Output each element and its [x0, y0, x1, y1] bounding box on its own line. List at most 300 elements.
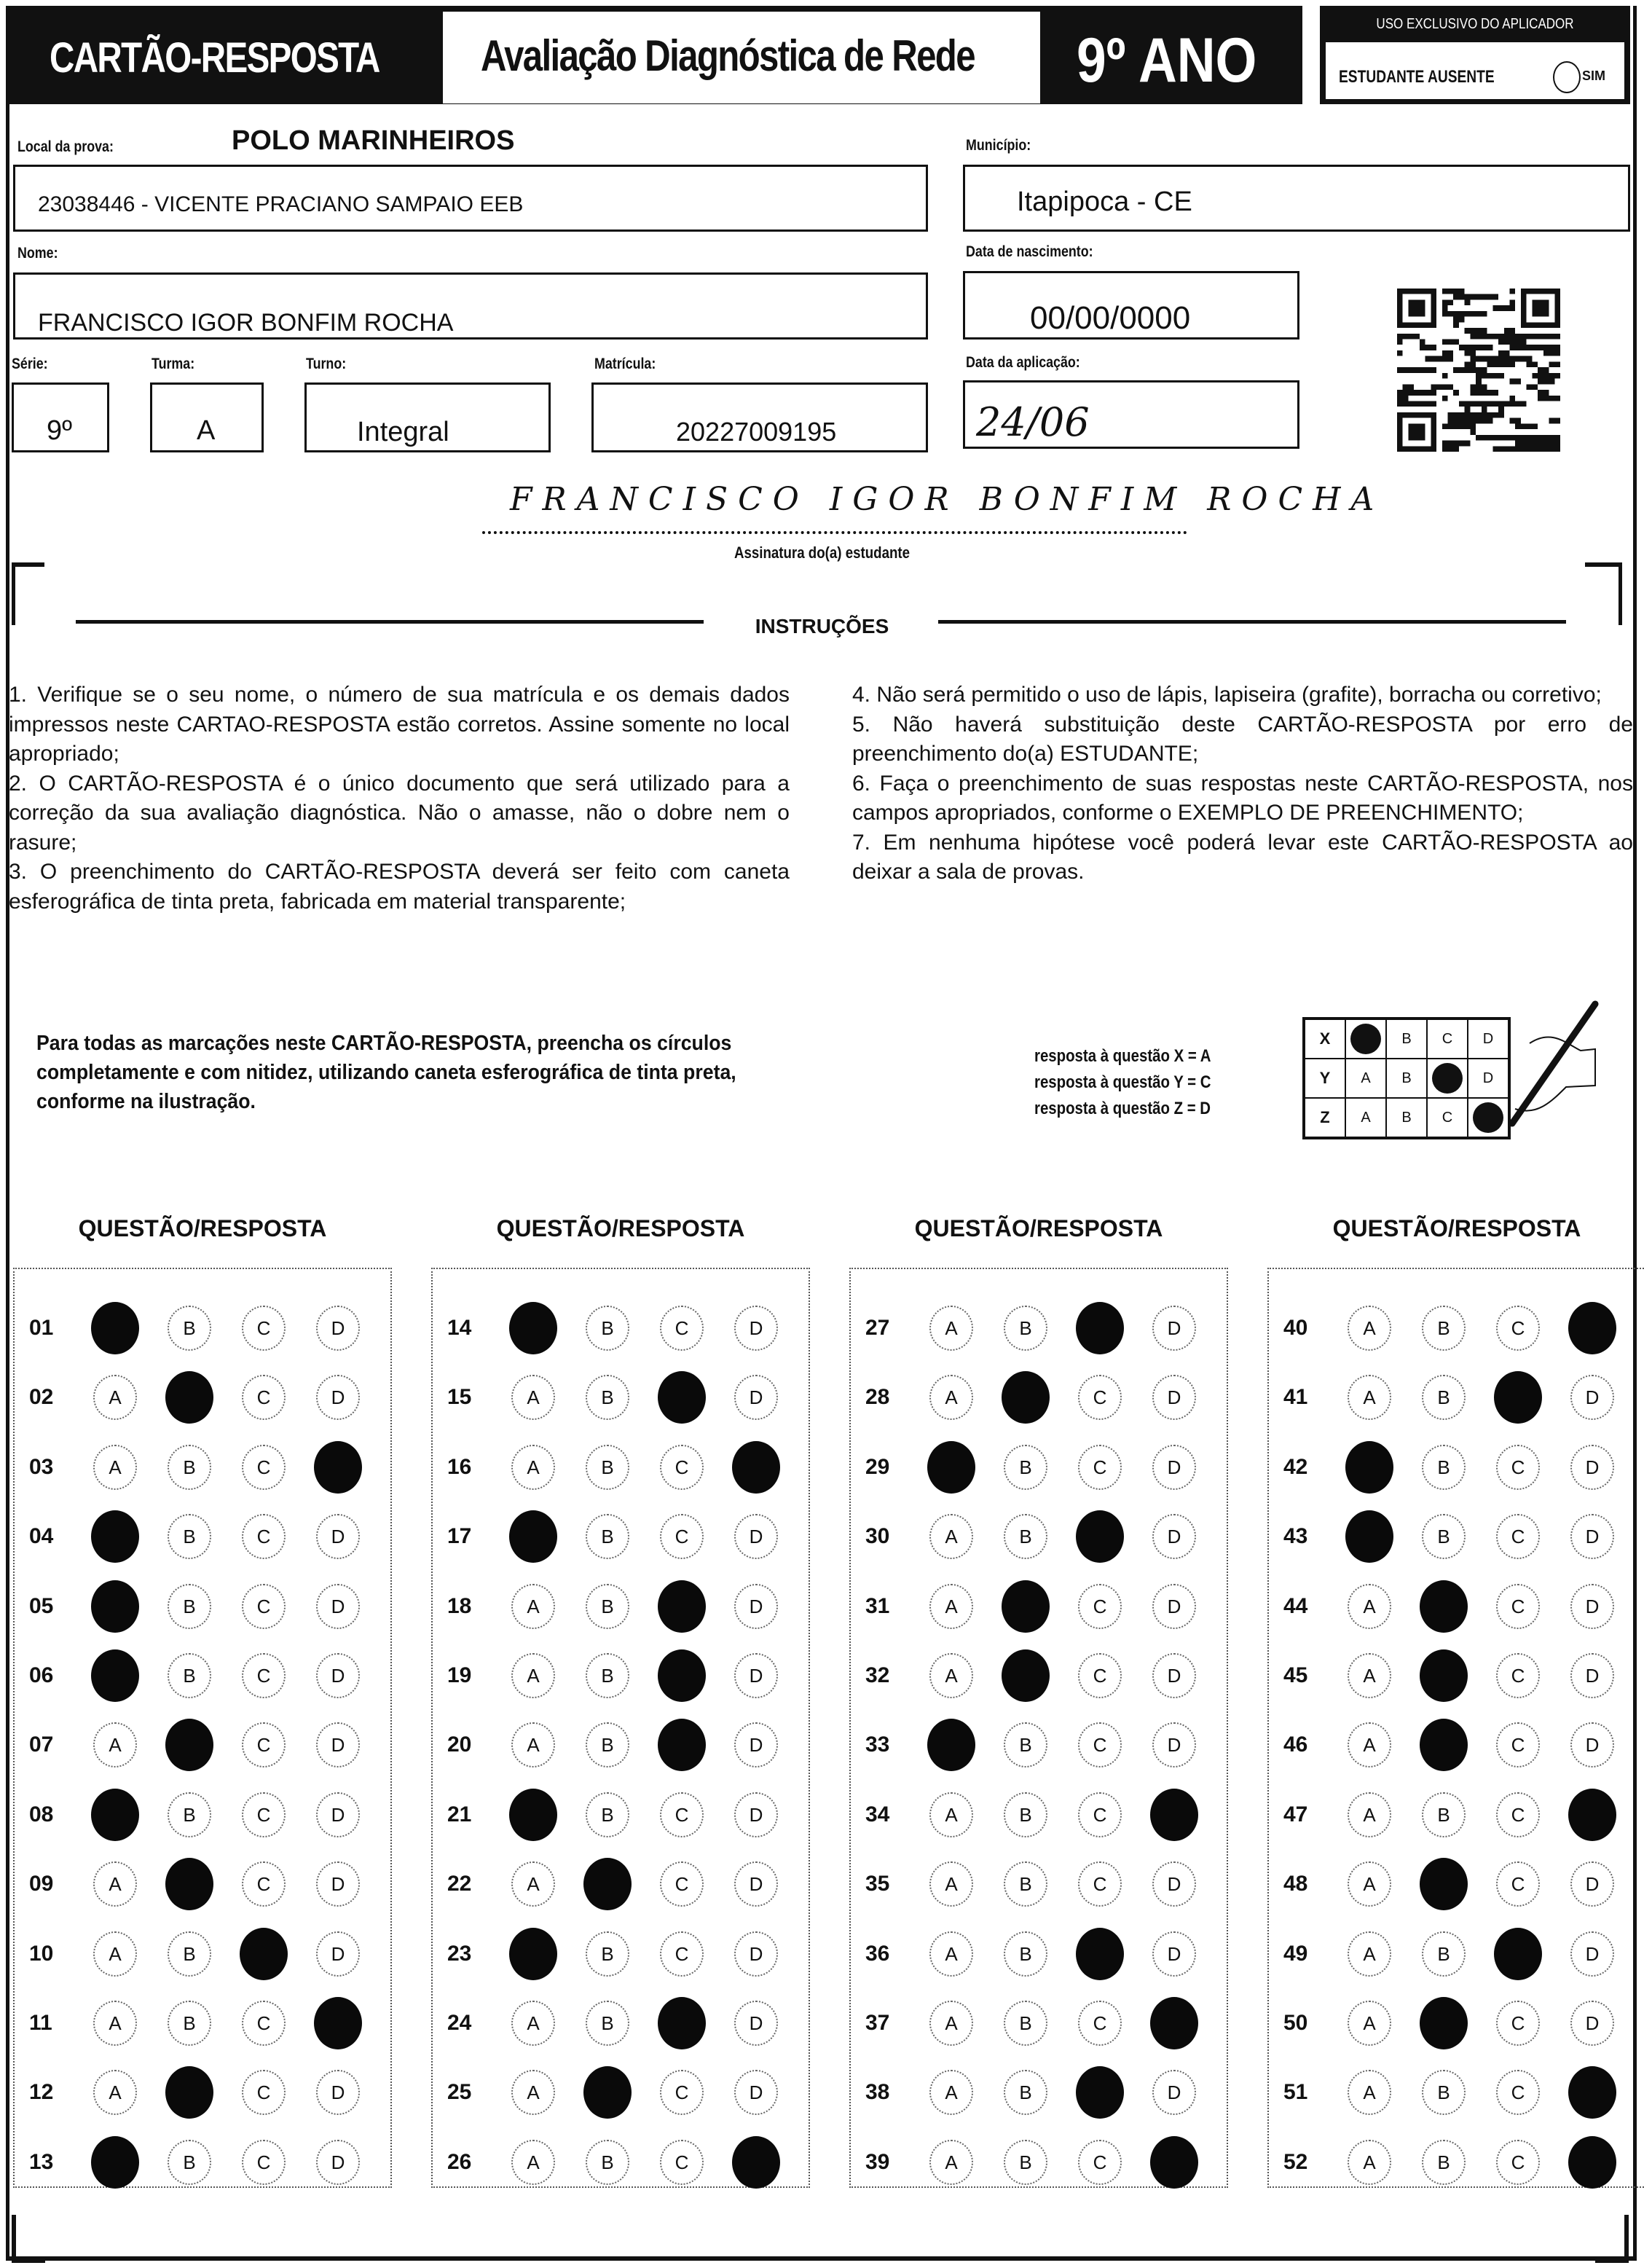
question-number: 30: [865, 1524, 890, 1549]
question-number: 48: [1283, 1872, 1308, 1896]
answer-bubble[interactable]: C: [242, 1792, 286, 1837]
answer-bubble[interactable]: A: [1348, 1653, 1391, 1698]
serie-value: 9º: [47, 415, 73, 446]
answer-bubble-filled[interactable]: [1568, 2066, 1616, 2119]
answer-bubble[interactable]: A: [93, 1722, 137, 1767]
answer-bubble[interactable]: A: [929, 2140, 973, 2185]
answer-bubble-filled[interactable]: [509, 1789, 557, 1841]
question-row: [1269, 2070, 1644, 2114]
answer-bubble[interactable]: D: [1570, 1445, 1614, 1490]
answer-bubble[interactable]: A: [929, 1653, 973, 1698]
answer-bubble[interactable]: B: [1422, 1445, 1466, 1490]
answer-bubble[interactable]: B: [1422, 2070, 1466, 2115]
answer-bubble[interactable]: B: [168, 1931, 211, 1977]
answer-bubble[interactable]: C: [1078, 1584, 1122, 1629]
answer-bubble[interactable]: C: [660, 1792, 704, 1837]
answer-bubble[interactable]: C: [242, 2070, 286, 2115]
answer-bubble[interactable]: A: [929, 1931, 973, 1977]
answer-bubble[interactable]: A: [1348, 1722, 1391, 1767]
answer-bubble[interactable]: C: [1496, 1445, 1540, 1490]
answer-bubble[interactable]: B: [586, 1722, 629, 1767]
answer-bubble[interactable]: A: [1348, 2001, 1391, 2046]
column-header: QUESTÃO/RESPOSTA: [78, 1215, 327, 1241]
answer-bubble[interactable]: D: [734, 1514, 778, 1559]
answer-bubble[interactable]: C: [1078, 1722, 1122, 1767]
answer-bubble[interactable]: B: [1004, 1306, 1047, 1351]
answer-bubble-filled[interactable]: [1420, 1580, 1468, 1633]
turno-value: Integral: [357, 417, 449, 447]
answer-bubble-filled[interactable]: [658, 1371, 706, 1424]
answer-bubble[interactable]: D: [1570, 2001, 1614, 2046]
answer-bubble[interactable]: A: [93, 1445, 137, 1490]
question-number: 11: [29, 2011, 52, 2035]
answer-bubble[interactable]: D: [734, 2070, 778, 2115]
answer-bubble[interactable]: B: [586, 1514, 629, 1559]
answer-bubble[interactable]: A: [929, 2070, 973, 2115]
answer-bubble[interactable]: D: [1570, 1514, 1614, 1559]
answer-bubble-filled[interactable]: [91, 1302, 139, 1354]
answer-bubble-filled[interactable]: [1150, 1997, 1198, 2049]
answer-bubble[interactable]: C: [242, 1306, 286, 1351]
question-number: 10: [29, 1941, 54, 1966]
answer-bubble[interactable]: B: [586, 2001, 629, 2046]
question-row: [15, 1653, 390, 1697]
answer-bubble[interactable]: C: [242, 2140, 286, 2185]
answer-bubble[interactable]: A: [511, 1653, 555, 1698]
question-row: [433, 1861, 809, 1905]
column-header: QUESTÃO/RESPOSTA: [496, 1215, 745, 1241]
example-row: [1304, 1098, 1509, 1138]
answer-bubble[interactable]: C: [1078, 1792, 1122, 1837]
answer-bubble[interactable]: D: [1152, 1861, 1196, 1907]
answer-bubble-filled[interactable]: [165, 2066, 213, 2119]
answer-bubble-filled[interactable]: [165, 1371, 213, 1424]
answer-bubble[interactable]: A: [1348, 1584, 1391, 1629]
answer-bubble[interactable]: A: [929, 1306, 973, 1351]
answer-bubble[interactable]: C: [1496, 1306, 1540, 1351]
answer-bubble-filled[interactable]: [1076, 1510, 1124, 1563]
answer-bubble[interactable]: D: [316, 1653, 360, 1698]
answer-column: [849, 1268, 1228, 2188]
question-number: 40: [1283, 1316, 1308, 1340]
answer-bubble[interactable]: B: [168, 1445, 211, 1490]
answer-bubble[interactable]: D: [316, 1306, 360, 1351]
answer-bubble-filled[interactable]: [1345, 1510, 1393, 1563]
answer-bubble[interactable]: D: [1570, 1584, 1614, 1629]
answer-bubble-filled[interactable]: [583, 1858, 632, 1910]
example-option: B: [1386, 1098, 1427, 1138]
answer-bubble[interactable]: C: [1078, 2001, 1122, 2046]
answer-bubble[interactable]: B: [168, 1514, 211, 1559]
answer-bubble[interactable]: B: [168, 1584, 211, 1629]
answer-bubble[interactable]: C: [242, 1653, 286, 1698]
question-number: 09: [29, 1872, 54, 1896]
answer-bubble-filled[interactable]: [732, 1441, 780, 1494]
answer-bubble[interactable]: C: [1078, 2140, 1122, 2185]
answer-bubble[interactable]: D: [316, 1861, 360, 1907]
answer-bubble-filled[interactable]: [1420, 1997, 1468, 2049]
answer-bubble-filled[interactable]: [314, 1441, 362, 1494]
local-label: Local da prova:: [17, 138, 114, 155]
answer-bubble[interactable]: A: [929, 1792, 973, 1837]
answer-bubble[interactable]: A: [929, 1584, 973, 1629]
question-row: [1269, 1931, 1644, 1975]
answer-bubble[interactable]: C: [1496, 1792, 1540, 1837]
answer-bubble[interactable]: B: [586, 1306, 629, 1351]
answer-bubble-filled[interactable]: [240, 1928, 288, 1980]
answer-bubble[interactable]: C: [242, 2001, 286, 2046]
answer-bubble[interactable]: B: [1004, 1792, 1047, 1837]
question-row: [15, 1375, 390, 1419]
question-row: [1269, 2140, 1644, 2183]
answer-bubble[interactable]: C: [242, 1514, 286, 1559]
answer-bubble[interactable]: B: [1004, 1445, 1047, 1490]
answer-bubble[interactable]: A: [1348, 1792, 1391, 1837]
answer-bubble-filled[interactable]: [1002, 1580, 1050, 1633]
question-row: [15, 1514, 390, 1558]
question-number: 51: [1283, 2080, 1308, 2105]
answer-bubble[interactable]: B: [586, 1445, 629, 1490]
corner-bracket-bottom-right: [1595, 2215, 1629, 2263]
answer-bubble[interactable]: B: [168, 1792, 211, 1837]
instructions-right: [852, 680, 1633, 887]
answer-bubble[interactable]: D: [1152, 1514, 1196, 1559]
answer-bubble[interactable]: D: [1152, 1306, 1196, 1351]
answer-bubble[interactable]: C: [242, 1584, 286, 1629]
answer-bubble-filled[interactable]: [509, 1928, 557, 1980]
answer-bubble[interactable]: D: [316, 1584, 360, 1629]
answer-bubble[interactable]: D: [316, 1514, 360, 1559]
answer-bubble[interactable]: D: [316, 2140, 360, 2185]
question-number: 45: [1283, 1663, 1308, 1687]
question-row: [1269, 2001, 1644, 2044]
question-number: 34: [865, 1802, 890, 1826]
answer-bubble[interactable]: D: [734, 1792, 778, 1837]
answer-bubble[interactable]: C: [1496, 1514, 1540, 1559]
question-row: [15, 1931, 390, 1975]
answer-bubble[interactable]: A: [929, 1375, 973, 1420]
answer-bubble[interactable]: B: [586, 1792, 629, 1837]
answer-bubble[interactable]: A: [929, 1514, 973, 1559]
answer-bubble[interactable]: D: [1570, 1861, 1614, 1907]
answer-bubble[interactable]: A: [929, 2001, 973, 2046]
answer-bubble-filled[interactable]: [1568, 1789, 1616, 1841]
question-number: 49: [1283, 1941, 1308, 1966]
answer-bubble[interactable]: A: [1348, 1861, 1391, 1907]
answer-bubble[interactable]: C: [242, 1445, 286, 1490]
absent-box: [1326, 42, 1624, 99]
answer-bubble[interactable]: C: [1496, 1861, 1540, 1907]
answer-bubble-filled[interactable]: [1494, 1371, 1542, 1424]
answer-bubble[interactable]: A: [511, 2140, 555, 2185]
answer-bubble-filled[interactable]: [91, 1649, 139, 1702]
answer-bubble[interactable]: C: [660, 1931, 704, 1977]
answer-bubble-filled[interactable]: [1494, 1928, 1542, 1980]
answer-bubble[interactable]: D: [1570, 1653, 1614, 1698]
answer-bubble-filled[interactable]: [509, 1302, 557, 1354]
question-row: [15, 1306, 390, 1349]
example-line: resposta à questão X = A: [1034, 1046, 1211, 1066]
card-title: CARTÃO-RESPOSTA: [50, 34, 379, 82]
answer-bubble[interactable]: D: [734, 1653, 778, 1698]
question-number: 14: [447, 1316, 472, 1340]
question-number: 17: [447, 1524, 472, 1549]
answer-bubble-filled[interactable]: [1345, 1441, 1393, 1494]
applicator-title: USO EXCLUSIVO DO APLICADOR: [1376, 16, 1574, 32]
answer-bubble[interactable]: C: [660, 2070, 704, 2115]
question-row: [15, 1722, 390, 1766]
exam-subtitle: Avaliação Diagnóstica de Rede: [481, 31, 975, 80]
answer-bubble-filled[interactable]: [1150, 2136, 1198, 2189]
answer-bubble[interactable]: D: [1570, 1931, 1614, 1977]
question-number: 05: [29, 1593, 54, 1618]
answer-bubble[interactable]: A: [511, 1584, 555, 1629]
answer-bubble[interactable]: D: [734, 1722, 778, 1767]
answer-bubble-filled[interactable]: [1076, 1928, 1124, 1980]
answer-bubble[interactable]: A: [93, 1375, 137, 1420]
answer-bubble[interactable]: D: [316, 1931, 360, 1977]
answer-bubble-filled[interactable]: [91, 1789, 139, 1841]
instruction-item: 6. Faça o preenchimento de suas respostas neste CARTÃO-RESPOSTA, nos campos apropriados, conforme o EXEMPLO DE PREENCHIMENTO;: [852, 771, 1633, 825]
answer-bubble[interactable]: B: [1004, 1722, 1047, 1767]
answer-bubble[interactable]: A: [511, 1861, 555, 1907]
turma-value: A: [197, 415, 216, 446]
answer-bubble[interactable]: D: [316, 1722, 360, 1767]
question-number: 33: [865, 1733, 890, 1757]
answer-bubble[interactable]: C: [660, 2140, 704, 2185]
instructions-title: INSTRUÇÕES: [755, 615, 889, 637]
answer-bubble[interactable]: B: [1422, 1931, 1466, 1977]
answer-bubble[interactable]: B: [168, 2001, 211, 2046]
corner-bracket-bottom-left: [12, 2215, 45, 2263]
answer-bubble[interactable]: B: [1004, 1931, 1047, 1977]
answer-bubble[interactable]: B: [1422, 2140, 1466, 2185]
answer-bubble[interactable]: A: [93, 2070, 137, 2115]
answer-bubble-filled[interactable]: [91, 2136, 139, 2189]
answer-bubble[interactable]: D: [734, 1861, 778, 1907]
answer-bubble-filled[interactable]: [91, 1580, 139, 1633]
question-row: [851, 1375, 1227, 1419]
answer-bubble-filled[interactable]: [1002, 1649, 1050, 1702]
example-option: A: [1345, 1098, 1386, 1138]
answer-bubble-filled[interactable]: [1420, 1719, 1468, 1771]
question-row: [851, 1931, 1227, 1975]
answer-bubble-filled[interactable]: [1420, 1649, 1468, 1702]
question-number: 43: [1283, 1524, 1308, 1549]
answer-bubble-filled[interactable]: [583, 2066, 632, 2119]
answer-bubble[interactable]: C: [1496, 2070, 1540, 2115]
turno-label: Turno:: [306, 356, 347, 372]
answer-bubble[interactable]: B: [1004, 2001, 1047, 2046]
municipio-label: Município:: [966, 137, 1031, 154]
answer-bubble[interactable]: A: [1348, 2070, 1391, 2115]
answer-bubble-filled[interactable]: [509, 1510, 557, 1563]
answer-bubble[interactable]: C: [1078, 1653, 1122, 1698]
question-row: [433, 1445, 809, 1488]
answer-bubble[interactable]: D: [1152, 1445, 1196, 1490]
question-number: 18: [447, 1593, 472, 1618]
answer-bubble[interactable]: D: [1570, 1375, 1614, 1420]
question-row: [433, 1514, 809, 1558]
instruction-item: 3. O preenchimento do CARTÃO-RESPOSTA deverá ser feito com caneta esferográfica de tinta preta, fabricada em material transparente;: [9, 860, 790, 914]
answer-bubble[interactable]: C: [660, 1445, 704, 1490]
answer-bubble[interactable]: B: [586, 1653, 629, 1698]
answer-bubble[interactable]: B: [586, 1931, 629, 1977]
answer-bubble[interactable]: A: [511, 1722, 555, 1767]
answer-bubble[interactable]: D: [1570, 1722, 1614, 1767]
answer-bubble-filled[interactable]: [658, 1997, 706, 2049]
instruction-item: 7. Em nenhuma hipótese você poderá levar este CARTÃO-RESPOSTA ao deixar a sala de provas.: [852, 830, 1633, 884]
question-number: 02: [29, 1385, 54, 1410]
answer-bubble[interactable]: D: [1152, 1584, 1196, 1629]
answer-bubble[interactable]: A: [93, 2001, 137, 2046]
filled-bubble: [1432, 1063, 1463, 1094]
answer-bubble[interactable]: B: [1004, 2070, 1047, 2115]
answer-bubble[interactable]: A: [511, 1375, 555, 1420]
answer-bubble-filled[interactable]: [732, 2136, 780, 2189]
answer-bubble[interactable]: C: [1078, 1445, 1122, 1490]
question-row: [15, 1584, 390, 1628]
answer-bubble[interactable]: C: [242, 1375, 286, 1420]
example-legend: [1034, 1043, 1211, 1122]
question-number: 15: [447, 1385, 472, 1410]
question-number: 13: [29, 2149, 54, 2174]
instructions-left: [9, 680, 790, 917]
absent-option-label: SIM: [1582, 68, 1606, 83]
question-row: [15, 1445, 390, 1488]
aplicacao-value: 24/06: [976, 399, 1090, 445]
qr-code-icon: [1397, 256, 1560, 484]
answer-bubble[interactable]: B: [168, 2140, 211, 2185]
question-row: [1269, 1722, 1644, 1766]
answer-bubble-filled[interactable]: [314, 1997, 362, 2049]
answer-bubble-filled[interactable]: [658, 1580, 706, 1633]
answer-bubble-filled[interactable]: [658, 1719, 706, 1771]
answer-bubble[interactable]: B: [1004, 1861, 1047, 1907]
answer-bubble-filled[interactable]: [927, 1719, 975, 1771]
answer-bubble[interactable]: D: [734, 1931, 778, 1977]
answer-bubble[interactable]: B: [586, 2140, 629, 2185]
answer-bubble[interactable]: D: [1152, 1653, 1196, 1698]
answer-bubble[interactable]: B: [168, 1306, 211, 1351]
answer-bubble[interactable]: D: [1152, 1375, 1196, 1420]
answer-bubble[interactable]: C: [242, 1722, 286, 1767]
answer-bubble[interactable]: B: [1422, 1306, 1466, 1351]
answer-bubble-filled[interactable]: [927, 1441, 975, 1494]
answer-bubble-filled[interactable]: [1150, 1789, 1198, 1841]
signature-line[interactable]: [482, 531, 1187, 534]
answer-bubble[interactable]: C: [1496, 1653, 1540, 1698]
question-number: 19: [447, 1663, 472, 1687]
question-number: 16: [447, 1454, 472, 1479]
answer-bubble[interactable]: C: [660, 1861, 704, 1907]
question-number: 28: [865, 1385, 890, 1410]
answer-bubble[interactable]: C: [1496, 2001, 1540, 2046]
turma-label: Turma:: [152, 356, 195, 372]
answer-bubble[interactable]: D: [1152, 2070, 1196, 2115]
answer-bubble[interactable]: A: [511, 2001, 555, 2046]
answer-bubble[interactable]: A: [1348, 2140, 1391, 2185]
answer-bubble[interactable]: A: [511, 1445, 555, 1490]
question-row: [433, 1931, 809, 1975]
answer-bubble[interactable]: D: [734, 1584, 778, 1629]
answer-bubble[interactable]: B: [1422, 1514, 1466, 1559]
grade-label: 9º ANO: [1077, 25, 1257, 95]
answer-bubble[interactable]: B: [1422, 1792, 1466, 1837]
answer-bubble[interactable]: D: [1152, 1722, 1196, 1767]
question-number: 38: [865, 2080, 890, 2105]
answer-bubble-filled[interactable]: [1002, 1371, 1050, 1424]
answer-bubble[interactable]: B: [168, 1653, 211, 1698]
answer-bubble[interactable]: A: [929, 1861, 973, 1907]
answer-bubble[interactable]: B: [1004, 2140, 1047, 2185]
question-row: [1269, 1792, 1644, 1836]
answer-bubble[interactable]: C: [660, 1514, 704, 1559]
applicator-panel: [1320, 6, 1630, 104]
question-number: 27: [865, 1316, 890, 1340]
header-bar: [6, 6, 1302, 104]
answer-column: [13, 1268, 392, 2188]
question-row: [1269, 1653, 1644, 1697]
question-row: [1269, 1514, 1644, 1558]
answer-bubble-filled[interactable]: [1568, 1302, 1616, 1354]
answer-bubble[interactable]: C: [1496, 1584, 1540, 1629]
question-row: [433, 1584, 809, 1628]
answer-bubble[interactable]: B: [1004, 1514, 1047, 1559]
answer-bubble[interactable]: D: [316, 1375, 360, 1420]
answer-bubble[interactable]: D: [316, 1792, 360, 1837]
question-number: 21: [447, 1802, 472, 1826]
answer-bubble-filled[interactable]: [1076, 1302, 1124, 1354]
answer-bubble[interactable]: D: [734, 1306, 778, 1351]
instruction-item: 1. Verifique se o seu nome, o número de sua matrícula e os demais dados impressos neste CARTAO-RESPOSTA estão corretos. Assine somente no local apropriado;: [9, 683, 790, 766]
answer-bubble[interactable]: D: [316, 2070, 360, 2115]
answer-bubble[interactable]: C: [1496, 1722, 1540, 1767]
answer-bubble[interactable]: B: [1422, 1375, 1466, 1420]
answer-bubble[interactable]: A: [1348, 1375, 1391, 1420]
answer-bubble-filled[interactable]: [91, 1510, 139, 1563]
nome-value: FRANCISCO IGOR BONFIM ROCHA: [38, 309, 454, 337]
matricula-value: 20227009195: [676, 417, 837, 447]
answer-bubble[interactable]: C: [1078, 1375, 1122, 1420]
answer-bubble[interactable]: A: [1348, 1306, 1391, 1351]
answer-bubble[interactable]: A: [511, 2070, 555, 2115]
answer-bubble[interactable]: C: [1496, 2140, 1540, 2185]
answer-bubble[interactable]: A: [93, 1861, 137, 1907]
answer-bubble[interactable]: B: [586, 1375, 629, 1420]
answer-bubble[interactable]: C: [660, 1306, 704, 1351]
answer-bubble[interactable]: A: [93, 1931, 137, 1977]
answer-bubble[interactable]: A: [1348, 1931, 1391, 1977]
answer-bubble-filled[interactable]: [1568, 2136, 1616, 2189]
answer-bubble[interactable]: C: [1078, 1861, 1122, 1907]
answer-bubble-filled[interactable]: [658, 1649, 706, 1702]
answer-bubble-filled[interactable]: [1420, 1858, 1468, 1910]
example-option: A: [1345, 1059, 1386, 1098]
answer-bubble[interactable]: D: [734, 1375, 778, 1420]
question-row: [1269, 1306, 1644, 1349]
question-row: [1269, 1861, 1644, 1905]
answer-bubble-filled[interactable]: [165, 1719, 213, 1771]
answer-bubble[interactable]: C: [242, 1861, 286, 1907]
answer-bubble[interactable]: D: [734, 2001, 778, 2046]
question-row: [851, 1445, 1227, 1488]
answer-bubble[interactable]: B: [586, 1584, 629, 1629]
answer-bubble[interactable]: D: [1152, 1931, 1196, 1977]
answer-bubble-filled[interactable]: [1076, 2066, 1124, 2119]
answer-bubble-filled[interactable]: [165, 1858, 213, 1910]
absent-checkbox[interactable]: [1553, 61, 1581, 93]
